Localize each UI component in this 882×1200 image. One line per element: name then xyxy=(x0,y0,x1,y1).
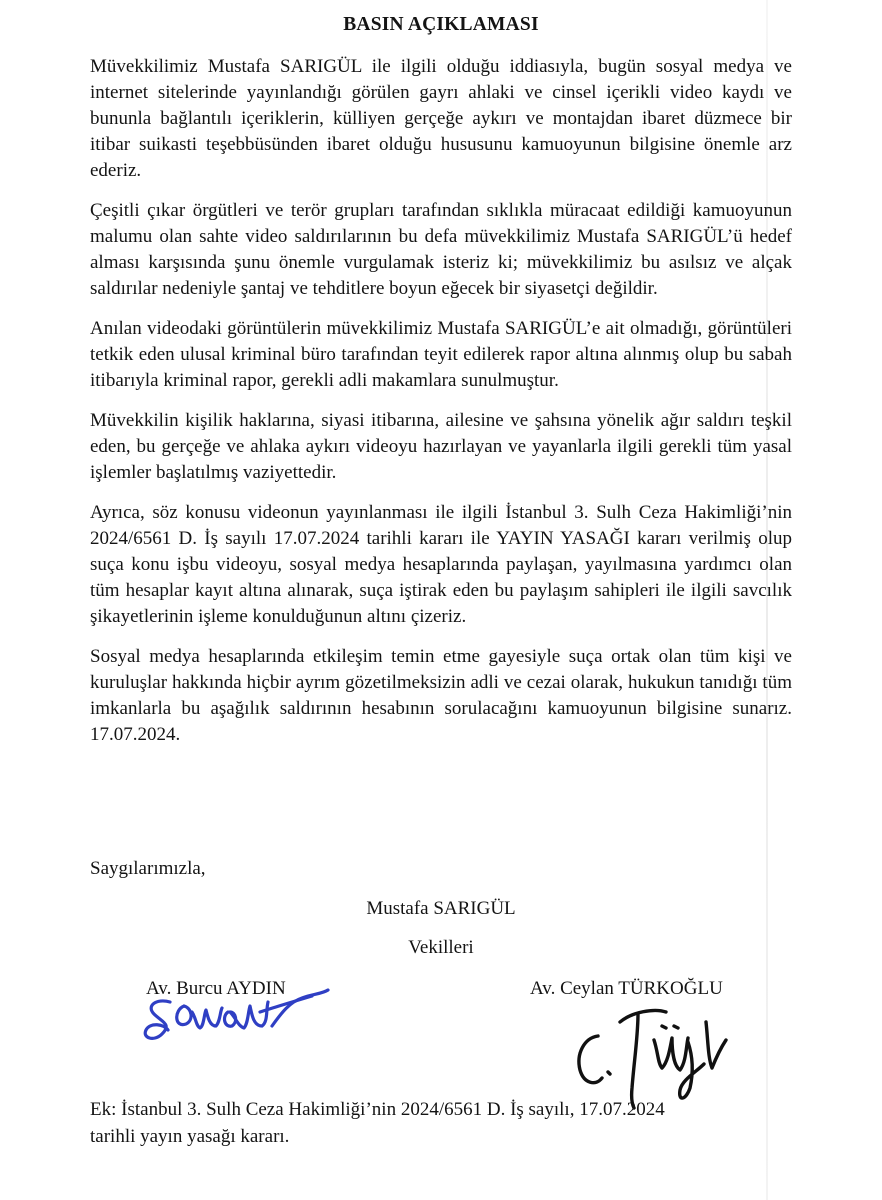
document-body xyxy=(90,54,792,762)
paragraph-5: Ayrıca, söz konusu videonun yayınlanması ile ilgili İstanbul 3. Sulh Ceza Hakimliği’nin 2024/6561 D. İş sayılı 17.07.2024 tarihli kararı ile YAYIN YASAĞI kararı verilmiş olup suça konu işbu videoyu, sosyal medya hesaplarında paylaşan, yayılmasına yardımcı olan tüm hesaplar kayıt altına alınarak, suça iştirak eden bu paylaşım sahipleri ile ilgili savcılık şikayetlerinin işleme konulduğunun altını çizeriz. xyxy=(90,502,792,627)
paragraph-1: Müvekkilimiz Mustafa SARIGÜL ile ilgili olduğu iddiasıyla, bugün sosyal medya ve internet sitelerinde yayınlandığı görülen gayrı ahlaki ve cinsel içerikli video kaydı ve bununla bağlantılı içeriklerin, külliyen gerçeğe aykırı ve montajdan ibaret düzmece bir itibar suikasti teşebbüsünden ibaret olduğu hususunu kamuoyunun bilgisine önemle arz ederiz. xyxy=(90,56,792,181)
signature-ceylan-turkoglu xyxy=(562,992,732,1112)
paragraph-2: Çeşitli çıkar örgütleri ve terör grupları tarafından sıklıkla müracaat edildiği kamuoyunun malumu olan sahte video saldırılarının bu defa müvekkilimiz Mustafa SARIGÜL’ü hedef alması karşısında şunu önemle vurgulamak isteriz ki; müvekkilimiz bu asılsız ve alçak saldırılar nedeniyle şantaj ve tehditlere boyun eğecek bir siyasetçi değildir. xyxy=(90,200,792,299)
paragraph-3: Anılan videodaki görüntülerin müvekkilimiz Mustafa SARIGÜL’e ait olmadığı, görüntüleri tetkik eden ulusal kriminal büro tarafından teyit edilerek rapor altına alınmış olup bu sabah itibarıyla kriminal rapor, gerekli adli makamlara sunulmuştur. xyxy=(90,318,792,391)
annex-line-1: Ek: İstanbul 3. Sulh Ceza Hakimliği’nin 2024/6561 D. İş sayılı, 17.07.2024 xyxy=(90,1099,665,1120)
paragraph-4: Müvekkilin kişilik haklarına, siyasi itibarına, ailesine ve şahsına yönelik ağır saldırı teşkil eden, bu gerçeğe ve ahlaka aykırı videoyu hazırlayan ve yayanlarla ilgili gerekli tüm yasal işlemler başlatılmış vaziyettedir. xyxy=(90,410,792,483)
paragraph-6: Sosyal medya hesaplarında etkileşim temin etme gayesiyle suça ortak olan tüm kişi ve kuruluşlar hakkında hiçbir ayrım gözetilmeksizin adli ve cezai olarak, hukukun tanıdığı tüm imkanlarla bu aşağılık saldırının hesabının sorulacağını kamuoyunun bilgisine sunarız. 17.07.2024. xyxy=(90,646,792,745)
lawyer-name-2: Av. Ceylan TÜRKOĞLU xyxy=(530,978,723,999)
annex-line-2: tarihli yayın yasağı kararı. xyxy=(90,1126,290,1147)
representatives-label: Vekilleri xyxy=(408,937,474,958)
lawyer-name-1: Av. Burcu AYDIN xyxy=(146,978,286,999)
document-title: BASIN AÇIKLAMASI xyxy=(343,14,539,35)
closing-greeting: Saygılarımızla, xyxy=(90,858,206,879)
annex-note xyxy=(90,1096,780,1150)
client-name: Mustafa SARIGÜL xyxy=(366,898,516,919)
